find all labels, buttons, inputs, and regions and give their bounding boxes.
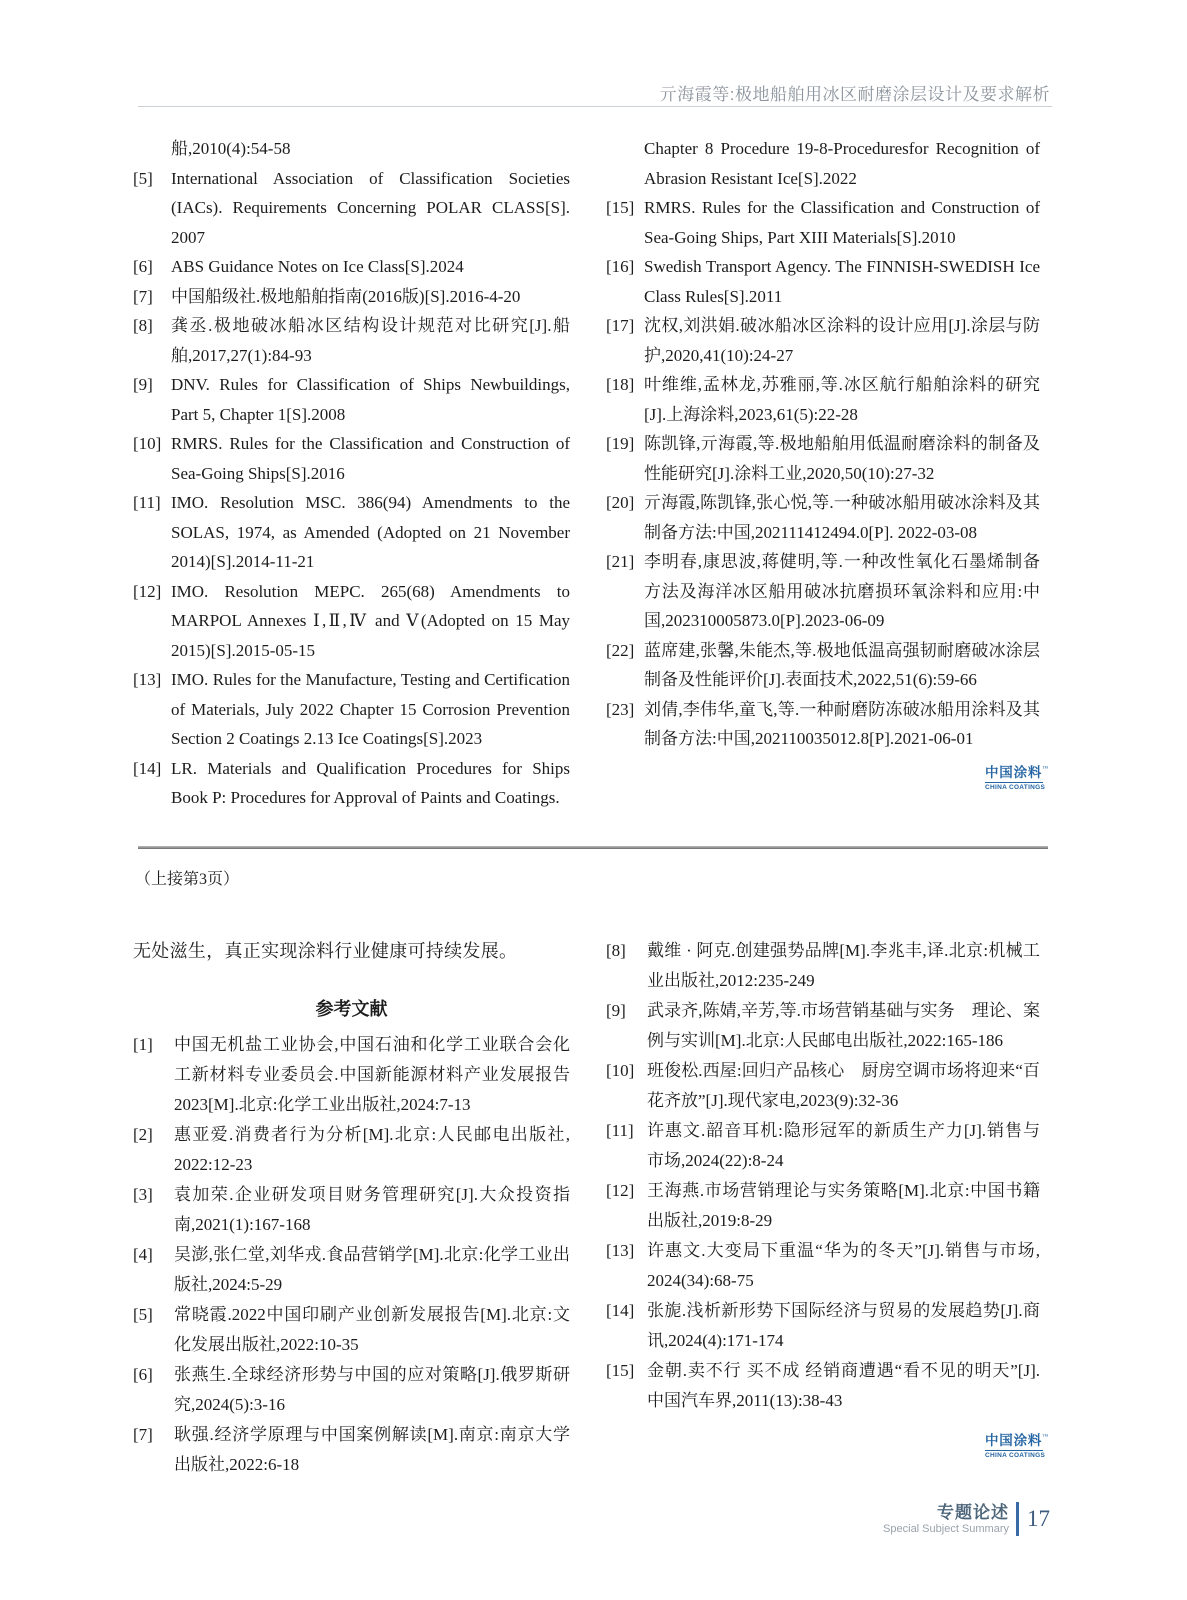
reference-label: [17] <box>606 316 635 335</box>
reference-text <box>644 488 1040 547</box>
reference-line: Class Rules[S].2011 <box>644 286 783 306</box>
reference-line: 李明春,康思波,蒋健明,等.一种改性氧化石墨烯制备 <box>644 552 1040 571</box>
reference-line: 例与实训[M].北京:人民邮电出版社,2022:165-186 <box>647 1031 1004 1050</box>
page-number: 17 <box>1027 1506 1050 1531</box>
references-column-left-2 <box>133 936 570 1480</box>
reference-item <box>606 1116 1040 1176</box>
reference-line: 花齐放”[J].现代家电,2023(9):32-36 <box>647 1091 899 1110</box>
reference-label: [7] <box>133 286 153 306</box>
reference-text <box>644 370 1040 429</box>
reference-item <box>133 1360 570 1420</box>
reference-line: 国,202310005873.0[P].2023-06-09 <box>644 611 885 630</box>
reference-line: 市场,2024(22):8-24 <box>647 1151 784 1170</box>
reference-line: 袁加荣.企业研发项目财务管理研究[J].大众投资指 <box>174 1185 570 1204</box>
reference-line: 制备及性能评价[J].表面技术,2022,51(6):59-66 <box>644 670 977 689</box>
references-section-top <box>133 134 1043 813</box>
reference-label: [9] <box>133 375 153 394</box>
reference-line: RMRS. Rules for the Classification and Construction of <box>171 434 570 453</box>
reference-label: [12] <box>606 1181 635 1200</box>
reference-label: [7] <box>133 1425 153 1444</box>
references-column-right-2 <box>606 936 1043 1480</box>
continued-from-page-note: （上接第3页） <box>135 871 240 888</box>
footer-section-zh: 专题论述 <box>937 1502 1009 1522</box>
reference-text <box>171 164 570 253</box>
references-column-right <box>606 134 1043 813</box>
reference-line: 武录齐,陈婧,辛芳,等.市场营销基础与实务 理论、案 <box>647 1001 1040 1020</box>
reference-line: 戴维 · 阿克.创建强势品牌[M].李兆丰,译.北京:机械工 <box>647 941 1040 960</box>
reference-item <box>133 665 570 754</box>
reference-line: ABS Guidance Notes on Ice Class[S].2024 <box>171 257 464 276</box>
reference-line: [J].上海涂料,2023,61(5):22-28 <box>644 404 858 424</box>
china-coatings-logo-2 <box>985 1433 1049 1460</box>
reference-label: [14] <box>133 758 162 778</box>
reference-line: 出版社,2019:8-29 <box>647 1211 773 1230</box>
reference-line: 制备方法:中国,202110035012.8[P].2021-06-01 <box>644 729 974 748</box>
reference-line: 张旎.浅析新形势下国际经济与贸易的发展趋势[J].商 <box>647 1301 1040 1320</box>
footer-section-en: Special Subject Summary <box>883 1522 1009 1535</box>
reference-text <box>644 252 1040 311</box>
reference-label: [6] <box>133 1365 153 1384</box>
reference-text <box>644 695 1040 754</box>
reference-line: 刘倩,李伟华,童飞,等.一种耐磨防冻破冰船用涂料及其 <box>644 699 1040 719</box>
trademark-mark: ™ <box>1042 766 1049 772</box>
reference-text <box>644 134 1040 193</box>
reference-line: 制备方法:中国,202111412494.0[P]. 2022-03-08 <box>644 522 978 542</box>
reference-text <box>647 1356 1040 1416</box>
reference-text <box>647 1236 1040 1296</box>
reference-line: Abrasion Resistant Ice[S].2022 <box>644 168 857 188</box>
reference-text <box>647 1056 1040 1116</box>
reference-line: 龚丞.极地破冰船冰区结构设计规范对比研究[J].船 <box>171 316 570 335</box>
reference-label: [10] <box>606 1061 635 1080</box>
reference-item <box>133 1300 570 1360</box>
reference-item <box>606 1176 1040 1236</box>
reference-line: 班俊松.西屋:回归产品核心 厨房空调市场将迎来“百 <box>647 1061 1040 1080</box>
reference-text <box>171 429 570 488</box>
footer-accent-bar <box>1016 1502 1019 1536</box>
reference-line: 2023[M].北京:化学工业出版社,2024:7-13 <box>174 1095 471 1114</box>
reference-text <box>644 193 1040 252</box>
reference-text <box>647 1296 1040 1356</box>
reference-line: 中国船级社.极地船舶指南(2016版)[S].2016-4-20 <box>171 286 521 306</box>
china-coatings-logo <box>985 765 1049 792</box>
reference-item <box>133 370 570 429</box>
reference-line: Part 5, Chapter 1[S].2008 <box>171 404 346 424</box>
reference-item <box>606 429 1040 488</box>
reference-text <box>174 1420 570 1480</box>
reference-line: IMO. Resolution MSC. 386(94) Amendments to the <box>171 493 570 512</box>
reference-item <box>606 134 1040 193</box>
reference-line: 化发展出版社,2022:10-35 <box>174 1335 359 1354</box>
reference-text <box>174 1240 570 1300</box>
reference-label: [22] <box>606 640 635 660</box>
reference-line: Sea-Going Ships[S].2016 <box>171 463 345 483</box>
reference-text <box>171 754 570 813</box>
reference-line: Swedish Transport Agency. The FINNISH-SWEDISH Ice <box>644 257 1040 276</box>
reference-line: 南,2021(1):167-168 <box>174 1215 311 1234</box>
logo-zh-row <box>985 765 1049 780</box>
footer-section-labels <box>883 1503 1009 1536</box>
reference-label: [21] <box>606 552 635 571</box>
reference-label: [11] <box>133 493 161 512</box>
reference-line: 船,2010(4):54-58 <box>171 139 291 158</box>
page-footer <box>883 1502 1050 1536</box>
references-column-left <box>133 134 570 813</box>
reference-line: Book P: Procedures for Approval of Paints and Coatings. <box>171 788 560 807</box>
reference-line: 2014)[S].2014-11-21 <box>171 552 315 571</box>
reference-label: [8] <box>606 941 626 960</box>
reference-item <box>606 1056 1040 1116</box>
reference-line: 究,2024(5):3-16 <box>174 1395 285 1414</box>
reference-text <box>174 1180 570 1240</box>
reference-line: 舶,2017,27(1):84-93 <box>171 345 312 365</box>
reference-item <box>606 252 1040 311</box>
reference-line: 亓海霞,陈凯锋,张心悦,等.一种破冰船用破冰涂料及其 <box>644 493 1040 512</box>
reference-line: MARPOL Annexes Ⅰ,Ⅱ,Ⅳ and Ⅴ(Adopted on 15 May <box>171 611 570 630</box>
reference-item <box>133 282 570 312</box>
reference-line: 2022:12-23 <box>174 1155 253 1174</box>
reference-item <box>606 936 1040 996</box>
reference-item <box>606 996 1040 1056</box>
reference-text <box>647 936 1040 996</box>
reference-text <box>174 1360 570 1420</box>
reference-line: 张燕生.全球经济形势与中国的应对策略[J].俄罗斯研 <box>174 1365 570 1384</box>
reference-label: [3] <box>133 1185 153 1204</box>
reference-line: 叶维维,孟林龙,苏雅丽,等.冰区航行船舶涂料的研究 <box>644 375 1040 394</box>
reference-text <box>171 311 570 370</box>
reference-text <box>171 134 570 164</box>
reference-line: 沈权,刘洪娟.破冰船冰区涂料的设计应用[J].涂层与防 <box>644 316 1040 335</box>
reference-text <box>171 665 570 754</box>
reference-item <box>606 547 1040 636</box>
reference-line: SOLAS, 1974, as Amended (Adopted on 21 November <box>171 522 570 542</box>
reference-line: 讯,2024(4):171-174 <box>647 1331 784 1350</box>
reference-line: DNV. Rules for Classification of Ships Newbuildings, <box>171 375 570 394</box>
reference-label: [16] <box>606 257 635 276</box>
reference-text <box>647 1116 1040 1176</box>
reference-line: RMRS. Rules for the Classification and Construction of <box>644 198 1040 217</box>
logo-en-text: CHINA COATINGS <box>985 1452 1046 1459</box>
reference-line: Chapter 8 Procedure 19-8-Proceduresfor Recognition of <box>644 139 1040 158</box>
reference-item <box>606 1356 1040 1416</box>
reference-item <box>133 1420 570 1480</box>
reference-label <box>606 134 644 193</box>
reference-line: 惠亚爱.消费者行为分析[M].北京:人民邮电出版社, <box>174 1125 570 1144</box>
reference-label: [13] <box>133 670 162 689</box>
header-rule <box>138 106 1052 107</box>
logo-cn-text: 中国涂料 <box>985 1433 1043 1448</box>
logo-rule <box>985 782 1043 783</box>
reference-line: 陈凯锋,亓海霞,等.极地船舶用低温耐磨涂料的制备及 <box>644 434 1040 453</box>
section-divider <box>138 846 1048 849</box>
reference-item <box>133 134 570 164</box>
reference-line: 2024(34):68-75 <box>647 1271 754 1290</box>
reference-text <box>644 429 1040 488</box>
reference-item <box>133 1030 570 1120</box>
reference-line: International Association of Classification Societies <box>171 168 570 188</box>
reference-text <box>171 252 570 282</box>
reference-line: 中国汽车界,2011(13):38-43 <box>647 1391 843 1410</box>
reference-line: 方法及海洋冰区船用破冰抗磨损环氧涂料和应用:中 <box>644 581 1040 601</box>
reference-text <box>174 1120 570 1180</box>
reference-item <box>606 636 1040 695</box>
reference-label: [15] <box>606 1361 635 1380</box>
reference-label: [8] <box>133 316 153 335</box>
logo-cn-text: 中国涂料 <box>985 765 1043 780</box>
reference-item <box>606 695 1040 754</box>
reference-item <box>606 1296 1040 1356</box>
running-title: 亓海霞等:极地船舶用冰区耐磨涂层设计及要求解析 <box>659 85 1050 104</box>
reference-line: 性能研究[J].涂料工业,2020,50(10):27-32 <box>644 463 935 483</box>
reference-line: IMO. Resolution MEPC. 265(68) Amendments to <box>171 581 570 601</box>
reference-text <box>174 1300 570 1360</box>
logo-rule <box>985 1450 1043 1451</box>
reference-item <box>606 193 1040 252</box>
reference-item <box>133 1240 570 1300</box>
reference-label <box>133 134 171 164</box>
reference-line: LR. Materials and Qualification Procedures for Ships <box>171 758 570 778</box>
reference-text <box>174 1030 570 1120</box>
reference-item <box>133 311 570 370</box>
reference-line: of Materials, July 2022 Chapter 15 Corrosion Prevention <box>171 699 570 719</box>
reference-label: [19] <box>606 434 635 453</box>
reference-line: 出版社,2022:6-18 <box>174 1455 300 1474</box>
reference-text <box>171 488 570 577</box>
reference-label: [15] <box>606 198 635 217</box>
reference-line: 耿强.经济学原理与中国案例解读[M].南京:南京大学 <box>174 1425 570 1444</box>
reference-line: 中国无机盐工业协会,中国石油和化学工业联合会化 <box>174 1035 570 1054</box>
reference-label: [10] <box>133 434 162 453</box>
reference-item <box>133 577 570 666</box>
reference-line: Section 2 Coatings 2.13 Ice Coatings[S].2023 <box>171 729 483 748</box>
reference-text <box>171 282 570 312</box>
reference-label: [13] <box>606 1241 635 1260</box>
reference-line: 许惠文.大变局下重温“华为的冬天”[J].销售与市场, <box>647 1241 1040 1260</box>
reference-text <box>644 311 1040 370</box>
references-list <box>133 1030 570 1480</box>
reference-text <box>647 1176 1040 1236</box>
reference-line: IMO. Rules for the Manufacture, Testing and Certification <box>171 670 570 689</box>
reference-item <box>606 1236 1040 1296</box>
reference-label: [1] <box>133 1035 153 1054</box>
reference-label: [5] <box>133 168 153 188</box>
reference-label: [23] <box>606 699 635 719</box>
reference-text <box>644 547 1040 636</box>
reference-line: Sea-Going Ships, Part XIII Materials[S].2010 <box>644 227 956 247</box>
reference-line: 业出版社,2012:235-249 <box>647 971 815 990</box>
references-heading: 参考文献 <box>315 999 388 1019</box>
reference-line: 版社,2024:5-29 <box>174 1275 283 1294</box>
reference-label: [5] <box>133 1305 153 1324</box>
reference-item <box>606 488 1040 547</box>
reference-line: 2015)[S].2015-05-15 <box>171 640 316 660</box>
reference-item <box>133 252 570 282</box>
reference-label: [18] <box>606 375 635 394</box>
logo-zh-row <box>985 1433 1049 1448</box>
reference-text <box>171 577 570 666</box>
reference-text <box>647 996 1040 1056</box>
reference-line: 蓝席建,张馨,朱能杰,等.极地低温高强韧耐磨破冰涂层 <box>644 640 1040 660</box>
reference-item <box>133 488 570 577</box>
reference-line: 许惠文.韶音耳机:隐形冠军的新质生产力[J].销售与 <box>647 1121 1040 1140</box>
reference-item <box>606 311 1040 370</box>
reference-text <box>644 636 1040 695</box>
reference-text <box>171 370 570 429</box>
reference-line: 常晓霞.2022中国印刷产业创新发展报告[M].北京:文 <box>174 1305 570 1324</box>
trademark-mark: ™ <box>1042 1434 1049 1440</box>
reference-label: [6] <box>133 257 153 276</box>
reference-item <box>606 370 1040 429</box>
reference-label: [20] <box>606 493 635 512</box>
reference-item <box>133 754 570 813</box>
reference-line: 王海燕.市场营销理论与实务策略[M].北京:中国书籍 <box>647 1181 1040 1200</box>
reference-label: [12] <box>133 581 162 601</box>
reference-item <box>133 1120 570 1180</box>
reference-label: [9] <box>606 1001 626 1020</box>
reference-line: 护,2020,41(10):24-27 <box>644 345 794 365</box>
reference-line: 吴澎,张仁堂,刘华戎.食品营销学[M].北京:化学工业出 <box>174 1245 570 1264</box>
reference-line: 2007 <box>171 227 205 247</box>
reference-line: 金朝.卖不行 买不成 经销商遭遇“看不见的明天”[J]. <box>647 1361 1040 1380</box>
reference-item <box>133 429 570 488</box>
reference-label: [11] <box>606 1121 634 1140</box>
reference-line: 工新材料专业委员会.中国新能源材料产业发展报告 <box>174 1065 570 1084</box>
reference-label: [2] <box>133 1125 153 1144</box>
reference-label: [14] <box>606 1301 635 1320</box>
reference-item <box>133 1180 570 1240</box>
closing-sentence: 无处滋生，真正实现涂料行业健康可持续发展。 <box>133 941 518 961</box>
reference-line: (IACs). Requirements Concerning POLAR CLASS[S]. <box>171 198 570 217</box>
references-section-bottom <box>133 936 1043 1480</box>
reference-label: [4] <box>133 1245 153 1264</box>
reference-item <box>133 164 570 253</box>
logo-en-text: CHINA COATINGS <box>985 784 1046 791</box>
